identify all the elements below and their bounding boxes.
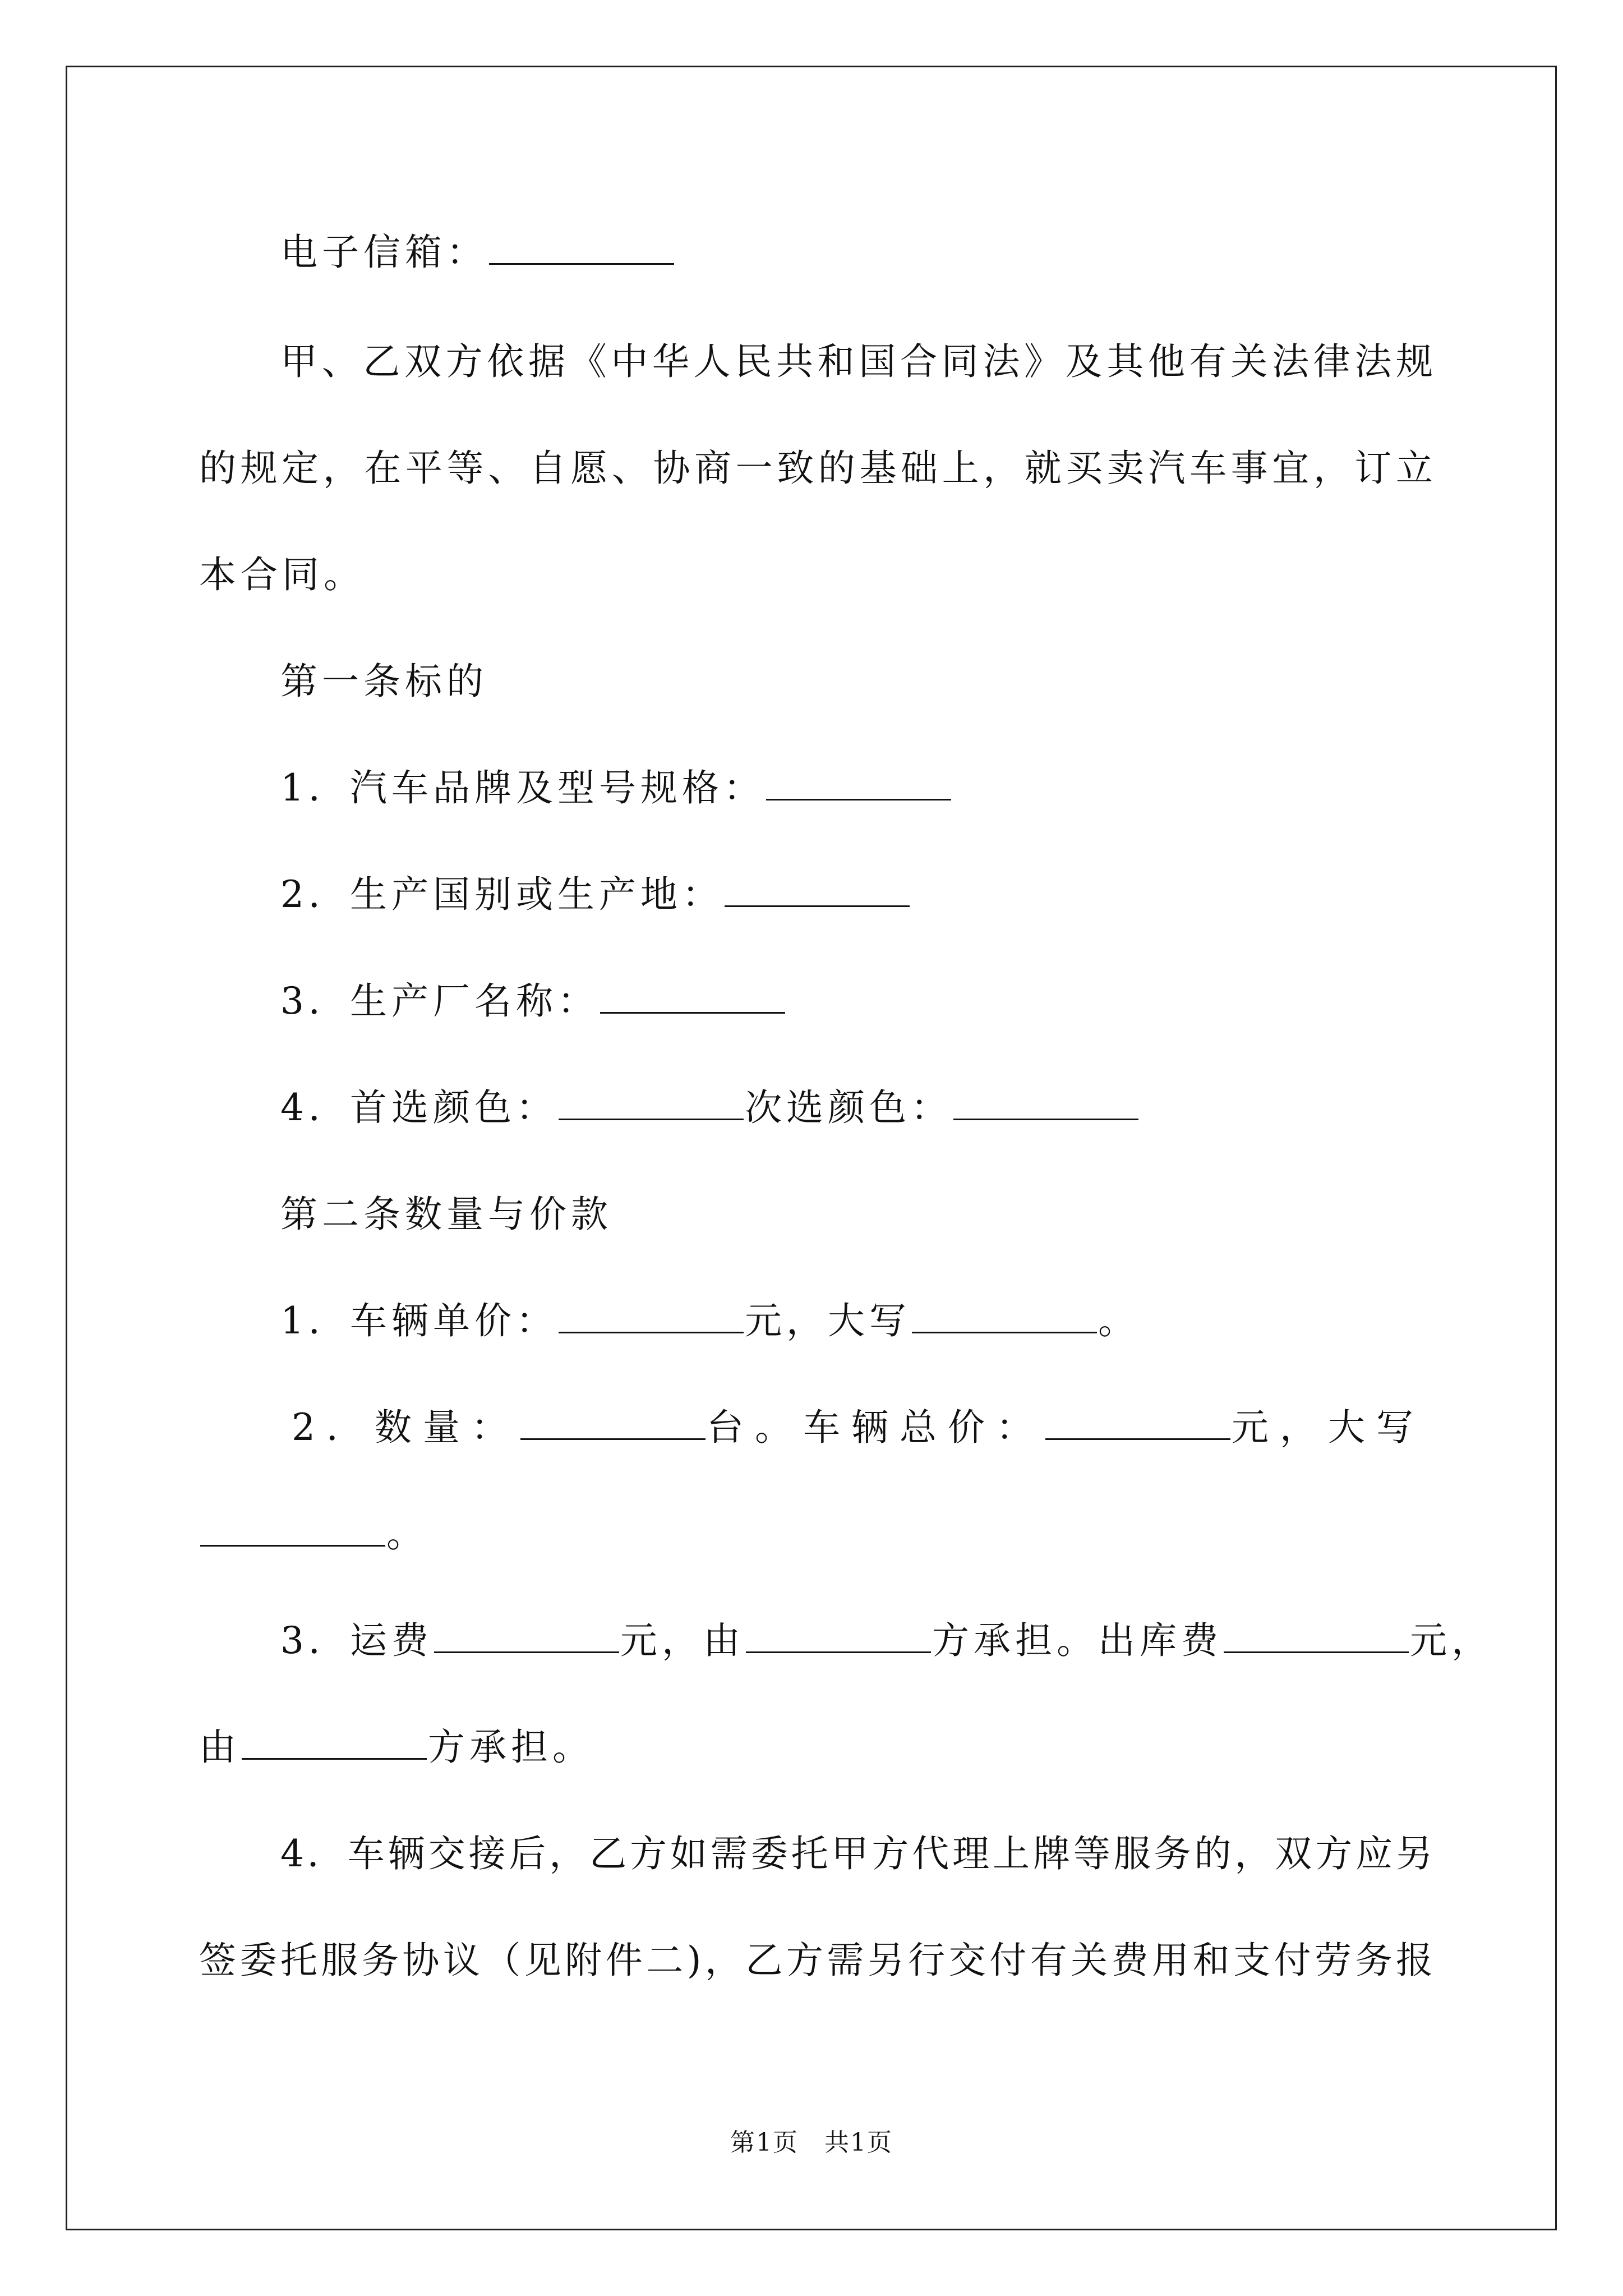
- brand-model-line: 1．汽车品牌及型号规格：: [280, 766, 952, 811]
- article-2-heading: 第二条数量与价款: [280, 1193, 612, 1236]
- total-price-words-blank: [200, 1513, 385, 1547]
- delivery-fee-blank: [1224, 1620, 1409, 1653]
- total-words-line: 。: [199, 1512, 428, 1557]
- freight-amount-blank: [434, 1620, 619, 1653]
- article-1-heading: 第一条标的: [280, 660, 488, 703]
- intro-line-3: 本合同。: [199, 553, 365, 596]
- total-price-blank: [1045, 1407, 1230, 1440]
- unit-price-blank: [559, 1300, 744, 1333]
- email-label: 电子信箱：: [280, 231, 488, 274]
- color-line: 4．首选颜色： 次选颜色：: [280, 1085, 1140, 1130]
- manufacturer-blank: [600, 981, 785, 1014]
- service-line-2: 签委托服务协议（见附件二)，乙方需另行交付有关费用和支付劳务报: [199, 1939, 1433, 1982]
- email-blank: [489, 232, 674, 265]
- manufacturer-line: 3．生产厂名称：: [280, 979, 786, 1024]
- service-line-1: 4．车辆交接后，乙方如需委托甲方代理上牌等服务的，双方应另: [280, 1832, 1433, 1875]
- quantity-line: 2．数量： 台。车辆总价： 元，大写: [292, 1406, 1424, 1449]
- unit-price-words-blank: [912, 1300, 1097, 1333]
- freight-line: 3．运费 元，由 方承担。出库费 元，: [280, 1619, 1493, 1662]
- brand-model-blank: [766, 767, 951, 800]
- origin-line: 2．生产国别或生产地：: [280, 872, 911, 917]
- delivery-fee-party-line: 由 方承担。: [199, 1726, 594, 1769]
- unit-price-line: 1．车辆单价： 元，大写 。: [280, 1299, 1140, 1342]
- quantity-blank: [520, 1407, 706, 1440]
- origin-blank: [725, 874, 910, 907]
- second-color-blank: [953, 1087, 1138, 1120]
- first-color-blank: [559, 1087, 744, 1120]
- page-border: [66, 66, 1557, 2230]
- page-number: 第1页 共1页: [730, 2128, 893, 2157]
- freight-party-blank: [746, 1620, 931, 1653]
- delivery-fee-party-blank: [242, 1727, 427, 1760]
- intro-line-1: 甲、乙双方依据《中华人民共和国合同法》及其他有关法律法规: [280, 340, 1433, 383]
- intro-line-2: 的规定，在平等、自愿、协商一致的基础上，就买卖汽车事宜，订立: [199, 447, 1433, 490]
- email-line: [280, 230, 675, 275]
